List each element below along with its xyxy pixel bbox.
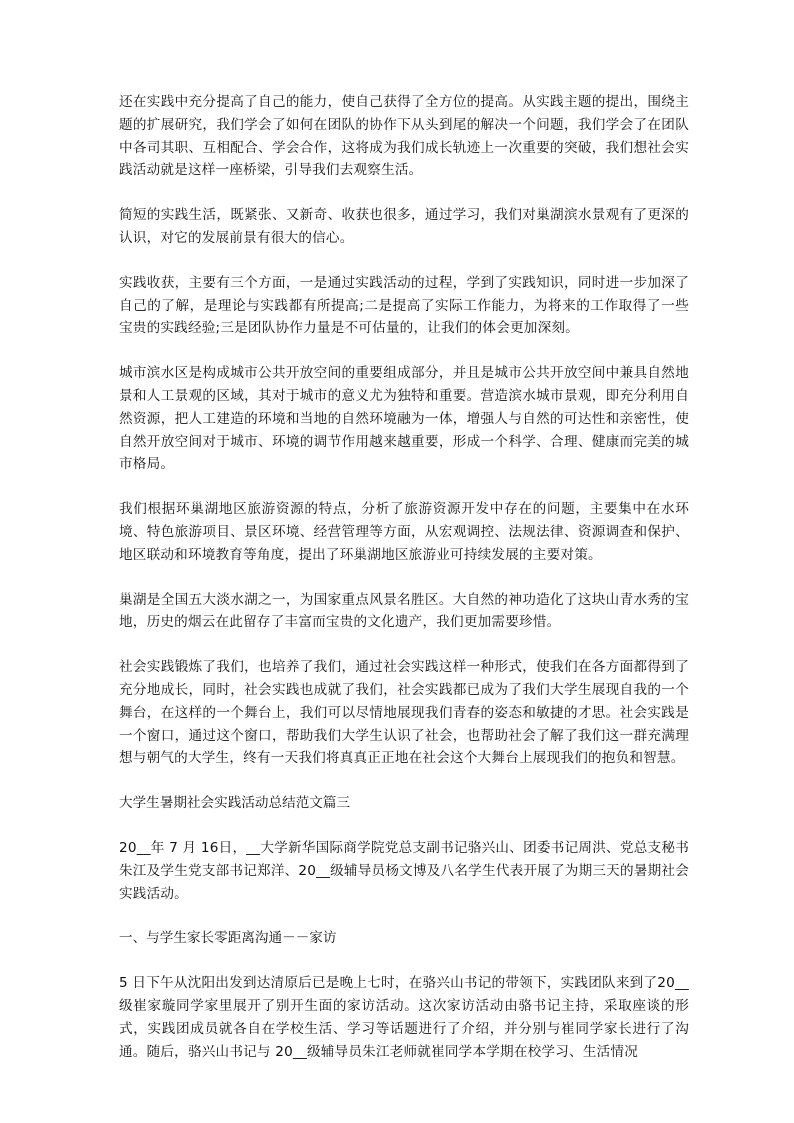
- subheading: 一、与学生家长零距离沟通－－家访: [119, 930, 337, 947]
- paragraph-7: 社会实践锻炼了我们，也培养了我们，通过社会实践这样一种形式，使我们在各方面都得到了充分地成长，同时，社会实践也成就了我们，社会实践都已成为了我们大学生展现自我的一个舞台，在这样的一个舞台上，我们可以尽情地展现我们青春的姿态和敏捷的才思。社会实践是一个窗口，通过这个窗口，帮助我们大学生认识了社会，也帮助社会了解了我们这一群充满理想与朝气的大学生，终有一天我们将真真正正地在社会这个大舞台上展现我们的抱负和智慧。: [119, 659, 689, 767]
- paragraph-5: 我们根据环巢湖地区旅游资源的特点，分析了旅游资源开发中存在的问题，主要集中在水环境、特色旅游项目、景区环境、经营管理等方面，从宏观调控、法规法律、资源调查和保护、地区联动和环境教育等角度，提出了环巢湖地区旅游业可持续发展的主要对策。: [119, 501, 689, 563]
- intro-paragraph: 20__年 7 月 16日，__大学新华国际商学院党总支副书记骆兴山、团委书记周洪、党总支秘书朱江及学生党支部书记郑洋、20__级辅导员杨文博及八名学生代表开展了为期三天的暑期社会实践活动。: [119, 839, 689, 902]
- paragraph-6: 巢湖是全国五大淡水湖之一，为国家重点风景名胜区。大自然的神功造化了这块山青水秀的宝地，历史的烟云在此留存了丰富而宝贵的文化遗产，我们更加需要珍惜。: [119, 591, 689, 631]
- paragraph-1: 还在实践中充分提高了自己的能力，使自己获得了全方位的提高。从实践主题的提出，围绕主题的扩展研究，我们学会了如何在团队的协作下从头到尾的解决一个问题，我们学会了在团队中各司其职、互相配合、学会合作，这将成为我们成长轨迹上一次重要的突破，我们想社会实践活动就是这样一座桥梁，引导我们去观察生活。: [119, 94, 689, 179]
- section-title: 大学生暑期社会实践活动总结范文篇三: [119, 795, 351, 812]
- paragraph-3: 实践收获，主要有三个方面，一是通过实践活动的过程，学到了实践知识，同时进一步加深了自己的了解，是理论与实践都有所提高;二是提高了实际工作能力，为将来的工作取得了一些宝贵的实践经验;三是团队协作力量是不可估量的，让我们的体会更加深刻。: [119, 274, 689, 337]
- last-paragraph: 5 日下午从沈阳出发到达清原后已是晚上七时，在骆兴山书记的带领下，实践团队来到了20__级崔家璇同学家里展开了别开生面的家访活动。这次家访活动由骆书记主持，采取座谈的形式，实践团成员就各自在学校生活、学习等话题进行了介绍，并分别与崔同学家长进行了沟通。随后，骆兴山书记与 20__级辅导员朱江老师就崔同学本学期在校学习、生活情况: [119, 975, 689, 1060]
- paragraph-2: 简短的实践生活，既紧张、又新奇、收获也很多，通过学习，我们对巢湖滨水景观有了更深的认识，对它的发展前景有很大的信心。: [119, 207, 689, 246]
- document-page: [119, 91, 689, 1085]
- paragraph-4: 城市滨水区是构成城市公共开放空间的重要组成部分，并且是城市公共开放空间中兼具自然地景和人工景观的区域，其对于城市的意义尤为独特和重要。营造滨水城市景观，即充分利用自然资源，把人工建造的环境和当地的自然环境融为一体，增强人与自然的可达性和亲密性，使自然开放空间对于城市、环境的调节作用越来越重要，形成一个科学、合理、健康而完美的城市格局。: [119, 365, 689, 473]
